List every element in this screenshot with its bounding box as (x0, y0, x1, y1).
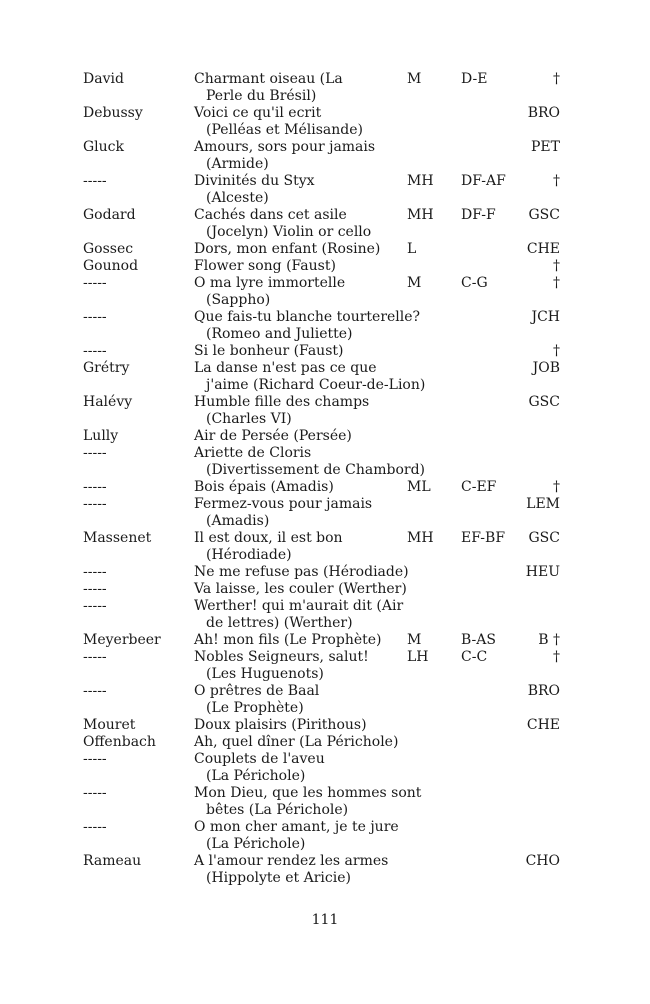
publisher-code: † (553, 479, 560, 495)
voice-type: LH (407, 649, 429, 665)
song-title: Werther! qui m'aurait dit (Air (194, 598, 404, 614)
composer-name: Godard (83, 207, 136, 223)
entry-first-line (0, 581, 650, 598)
composer-name: ----- (83, 496, 107, 512)
publisher-code: BRO (527, 683, 560, 699)
entry-continuation-line (0, 292, 650, 309)
song-title: Charmant oiseau (La (194, 71, 343, 87)
publisher-code: † (553, 275, 560, 291)
entry-continuation-line (0, 122, 650, 139)
list-item (0, 71, 650, 105)
entry-first-line (0, 564, 650, 581)
list-item (0, 207, 650, 241)
song-title: j'aime (Richard Coeur-de-Lion) (206, 377, 426, 393)
entry-first-line (0, 530, 650, 547)
voice-type: L (407, 241, 417, 257)
vocal-range: C-G (461, 275, 488, 291)
list-item (0, 173, 650, 207)
entry-continuation-line (0, 377, 650, 394)
publisher-code: GSC (528, 394, 560, 410)
composer-name: ----- (83, 819, 107, 835)
composer-name: ----- (83, 751, 107, 767)
voice-type: ML (407, 479, 431, 495)
publisher-code: † (553, 258, 560, 274)
entry-continuation-line (0, 462, 650, 479)
entry-first-line (0, 751, 650, 768)
song-title: Perle du Brésil) (206, 88, 317, 104)
entry-continuation-line (0, 768, 650, 785)
entry-first-line (0, 309, 650, 326)
song-title: A l'amour rendez les armes (194, 853, 389, 869)
composer-name: David (83, 71, 124, 87)
composer-name: ----- (83, 649, 107, 665)
list-item (0, 632, 650, 649)
list-item (0, 649, 650, 683)
composer-name: ----- (83, 564, 107, 580)
list-item (0, 139, 650, 173)
page-number: 111 (311, 912, 339, 928)
composer-name: Debussy (83, 105, 143, 121)
voice-type: M (407, 275, 422, 291)
list-item (0, 445, 650, 479)
song-title: (Amadis) (206, 513, 270, 529)
entry-continuation-line (0, 88, 650, 105)
song-title: Ne me refuse pas (Hérodiade) (194, 564, 409, 580)
entry-continuation-line (0, 615, 650, 632)
song-title: de lettres) (Werther) (206, 615, 353, 631)
list-item (0, 241, 650, 258)
song-title: Divinités du Styx (194, 173, 315, 189)
list-item (0, 360, 650, 394)
composer-name: Lully (83, 428, 119, 444)
composer-name: ----- (83, 683, 107, 699)
list-item (0, 496, 650, 530)
list-item (0, 853, 650, 887)
composer-name: Meyerbeer (83, 632, 161, 648)
entry-first-line (0, 428, 650, 445)
entry-first-line (0, 275, 650, 292)
song-title: (Pelléas et Mélisande) (206, 122, 363, 138)
vocal-range: D-E (461, 71, 488, 87)
composer-name: Gounod (83, 258, 139, 274)
entry-continuation-line (0, 836, 650, 853)
list-item (0, 581, 650, 598)
song-title: Va laisse, les couler (Werther) (194, 581, 407, 597)
list-item (0, 105, 650, 139)
song-title: La danse n'est pas ce que (194, 360, 377, 376)
entry-continuation-line (0, 190, 650, 207)
entry-first-line (0, 632, 650, 649)
composer-name: Rameau (83, 853, 142, 869)
entry-continuation-line (0, 156, 650, 173)
voice-type: MH (407, 530, 434, 546)
song-title: Ah! mon fils (Le Prophète) (194, 632, 382, 648)
list-item (0, 275, 650, 309)
song-title: Humble fille des champs (194, 394, 370, 410)
voice-type: M (407, 71, 422, 87)
song-title: (Jocelyn) Violin or cello (206, 224, 372, 240)
list-item (0, 683, 650, 717)
entry-continuation-line (0, 547, 650, 564)
publisher-code: JOB (532, 360, 560, 376)
song-title: Air de Persée (Persée) (194, 428, 352, 444)
entry-continuation-line (0, 411, 650, 428)
publisher-code: † (553, 649, 560, 665)
song-title: Flower song (Faust) (194, 258, 336, 274)
entry-first-line (0, 853, 650, 870)
entry-first-line (0, 394, 650, 411)
publisher-code: † (553, 343, 560, 359)
entry-first-line (0, 445, 650, 462)
composer-name: Massenet (83, 530, 152, 546)
composer-name: ----- (83, 581, 107, 597)
song-title: Ariette de Cloris (194, 445, 312, 461)
vocal-range: B-AS (461, 632, 496, 648)
list-item (0, 258, 650, 275)
entry-continuation-line (0, 224, 650, 241)
publisher-code: B † (538, 632, 560, 648)
vocal-range: EF-BF (461, 530, 506, 546)
song-title: (Divertissement de Chambord) (206, 462, 426, 478)
list-item (0, 343, 650, 360)
entry-first-line (0, 717, 650, 734)
song-title: (Alceste) (206, 190, 269, 206)
entry-continuation-line (0, 870, 650, 887)
song-title: Ah, quel dîner (La Périchole) (194, 734, 399, 750)
composer-name: Halévy (83, 394, 133, 410)
list-item (0, 309, 650, 343)
list-item (0, 734, 650, 751)
song-title: (Armide) (206, 156, 269, 172)
entry-first-line (0, 71, 650, 88)
voice-type: MH (407, 207, 434, 223)
song-title: Fermez-vous pour jamais (194, 496, 373, 512)
publisher-code: PET (531, 139, 560, 155)
list-item (0, 717, 650, 734)
entry-continuation-line (0, 700, 650, 717)
entry-first-line (0, 683, 650, 700)
publisher-code: GSC (528, 207, 560, 223)
song-title: Il est doux, il est bon (194, 530, 343, 546)
song-title: Voici ce qu'il ecrit (194, 105, 322, 121)
vocal-range: DF-F (461, 207, 496, 223)
publisher-code: † (553, 71, 560, 87)
vocal-range: C-EF (461, 479, 497, 495)
voice-type: MH (407, 173, 434, 189)
song-title: O ma lyre immortelle (194, 275, 346, 291)
publisher-code: LEM (526, 496, 560, 512)
song-title: O prêtres de Baal (194, 683, 320, 699)
song-title: (La Périchole) (206, 836, 306, 852)
publisher-code: CHE (526, 241, 560, 257)
entry-first-line (0, 785, 650, 802)
song-title: (Romeo and Juliette) (206, 326, 353, 342)
entry-first-line (0, 241, 650, 258)
composer-name: ----- (83, 309, 107, 325)
entry-first-line (0, 139, 650, 156)
entry-first-line (0, 105, 650, 122)
composer-name: ----- (83, 785, 107, 801)
composer-name: Mouret (83, 717, 136, 733)
entry-first-line (0, 258, 650, 275)
composer-name: Grétry (83, 360, 130, 376)
song-title: (Les Huguenots) (206, 666, 324, 682)
song-title: Cachés dans cet asile (194, 207, 347, 223)
song-title: Couplets de l'aveu (194, 751, 325, 767)
song-title: (Hérodiade) (206, 547, 292, 563)
entry-continuation-line (0, 326, 650, 343)
publisher-code: CHO (525, 853, 560, 869)
composer-name: Gluck (83, 139, 125, 155)
publisher-code: HEU (525, 564, 560, 580)
entry-first-line (0, 207, 650, 224)
song-title: Amours, sors pour jamais (194, 139, 376, 155)
entry-continuation-line (0, 513, 650, 530)
list-item (0, 428, 650, 445)
list-item (0, 819, 650, 853)
song-title: Nobles Seigneurs, salut! (194, 649, 369, 665)
voice-type: M (407, 632, 422, 648)
composer-name: ----- (83, 173, 107, 189)
publisher-code: † (553, 173, 560, 189)
publisher-code: CHE (526, 717, 560, 733)
song-title: (Charles VI) (206, 411, 292, 427)
composer-name: Offenbach (83, 734, 156, 750)
song-title: (Le Prophète) (206, 700, 304, 716)
entry-first-line (0, 343, 650, 360)
entry-first-line (0, 819, 650, 836)
entry-first-line (0, 598, 650, 615)
composer-name: ----- (83, 275, 107, 291)
composer-name: ----- (83, 445, 107, 461)
entry-continuation-line (0, 666, 650, 683)
publisher-code: BRO (527, 105, 560, 121)
entry-first-line (0, 479, 650, 496)
song-title: Bois épais (Amadis) (194, 479, 334, 495)
vocal-range: C-C (461, 649, 488, 665)
song-title: Si le bonheur (Faust) (194, 343, 344, 359)
entry-first-line (0, 496, 650, 513)
composer-name: ----- (83, 479, 107, 495)
list-item (0, 598, 650, 632)
vocal-range: DF-AF (461, 173, 506, 189)
composer-name: ----- (83, 598, 107, 614)
list-item (0, 394, 650, 428)
publisher-code: GSC (528, 530, 560, 546)
entry-first-line (0, 173, 650, 190)
song-title: (Hippolyte et Aricie) (206, 870, 351, 886)
song-title: bêtes (La Périchole) (206, 802, 349, 818)
list-item (0, 751, 650, 785)
entry-first-line (0, 649, 650, 666)
song-title: Que fais-tu blanche tourterelle? (194, 309, 421, 325)
list-item (0, 785, 650, 819)
entry-first-line (0, 360, 650, 377)
song-title: O mon cher amant, je te jure (194, 819, 399, 835)
composer-name: ----- (83, 343, 107, 359)
song-title: Mon Dieu, que les hommes sont (194, 785, 422, 801)
entry-first-line (0, 734, 650, 751)
song-title: Dors, mon enfant (Rosine) (194, 241, 381, 257)
entry-continuation-line (0, 802, 650, 819)
song-title: (Sappho) (206, 292, 271, 308)
composer-name: Gossec (83, 241, 134, 257)
list-item (0, 564, 650, 581)
list-item (0, 530, 650, 564)
song-title: Doux plaisirs (Pirithous) (194, 717, 367, 733)
song-title: (La Périchole) (206, 768, 306, 784)
publisher-code: JCH (531, 309, 560, 325)
list-item (0, 479, 650, 496)
